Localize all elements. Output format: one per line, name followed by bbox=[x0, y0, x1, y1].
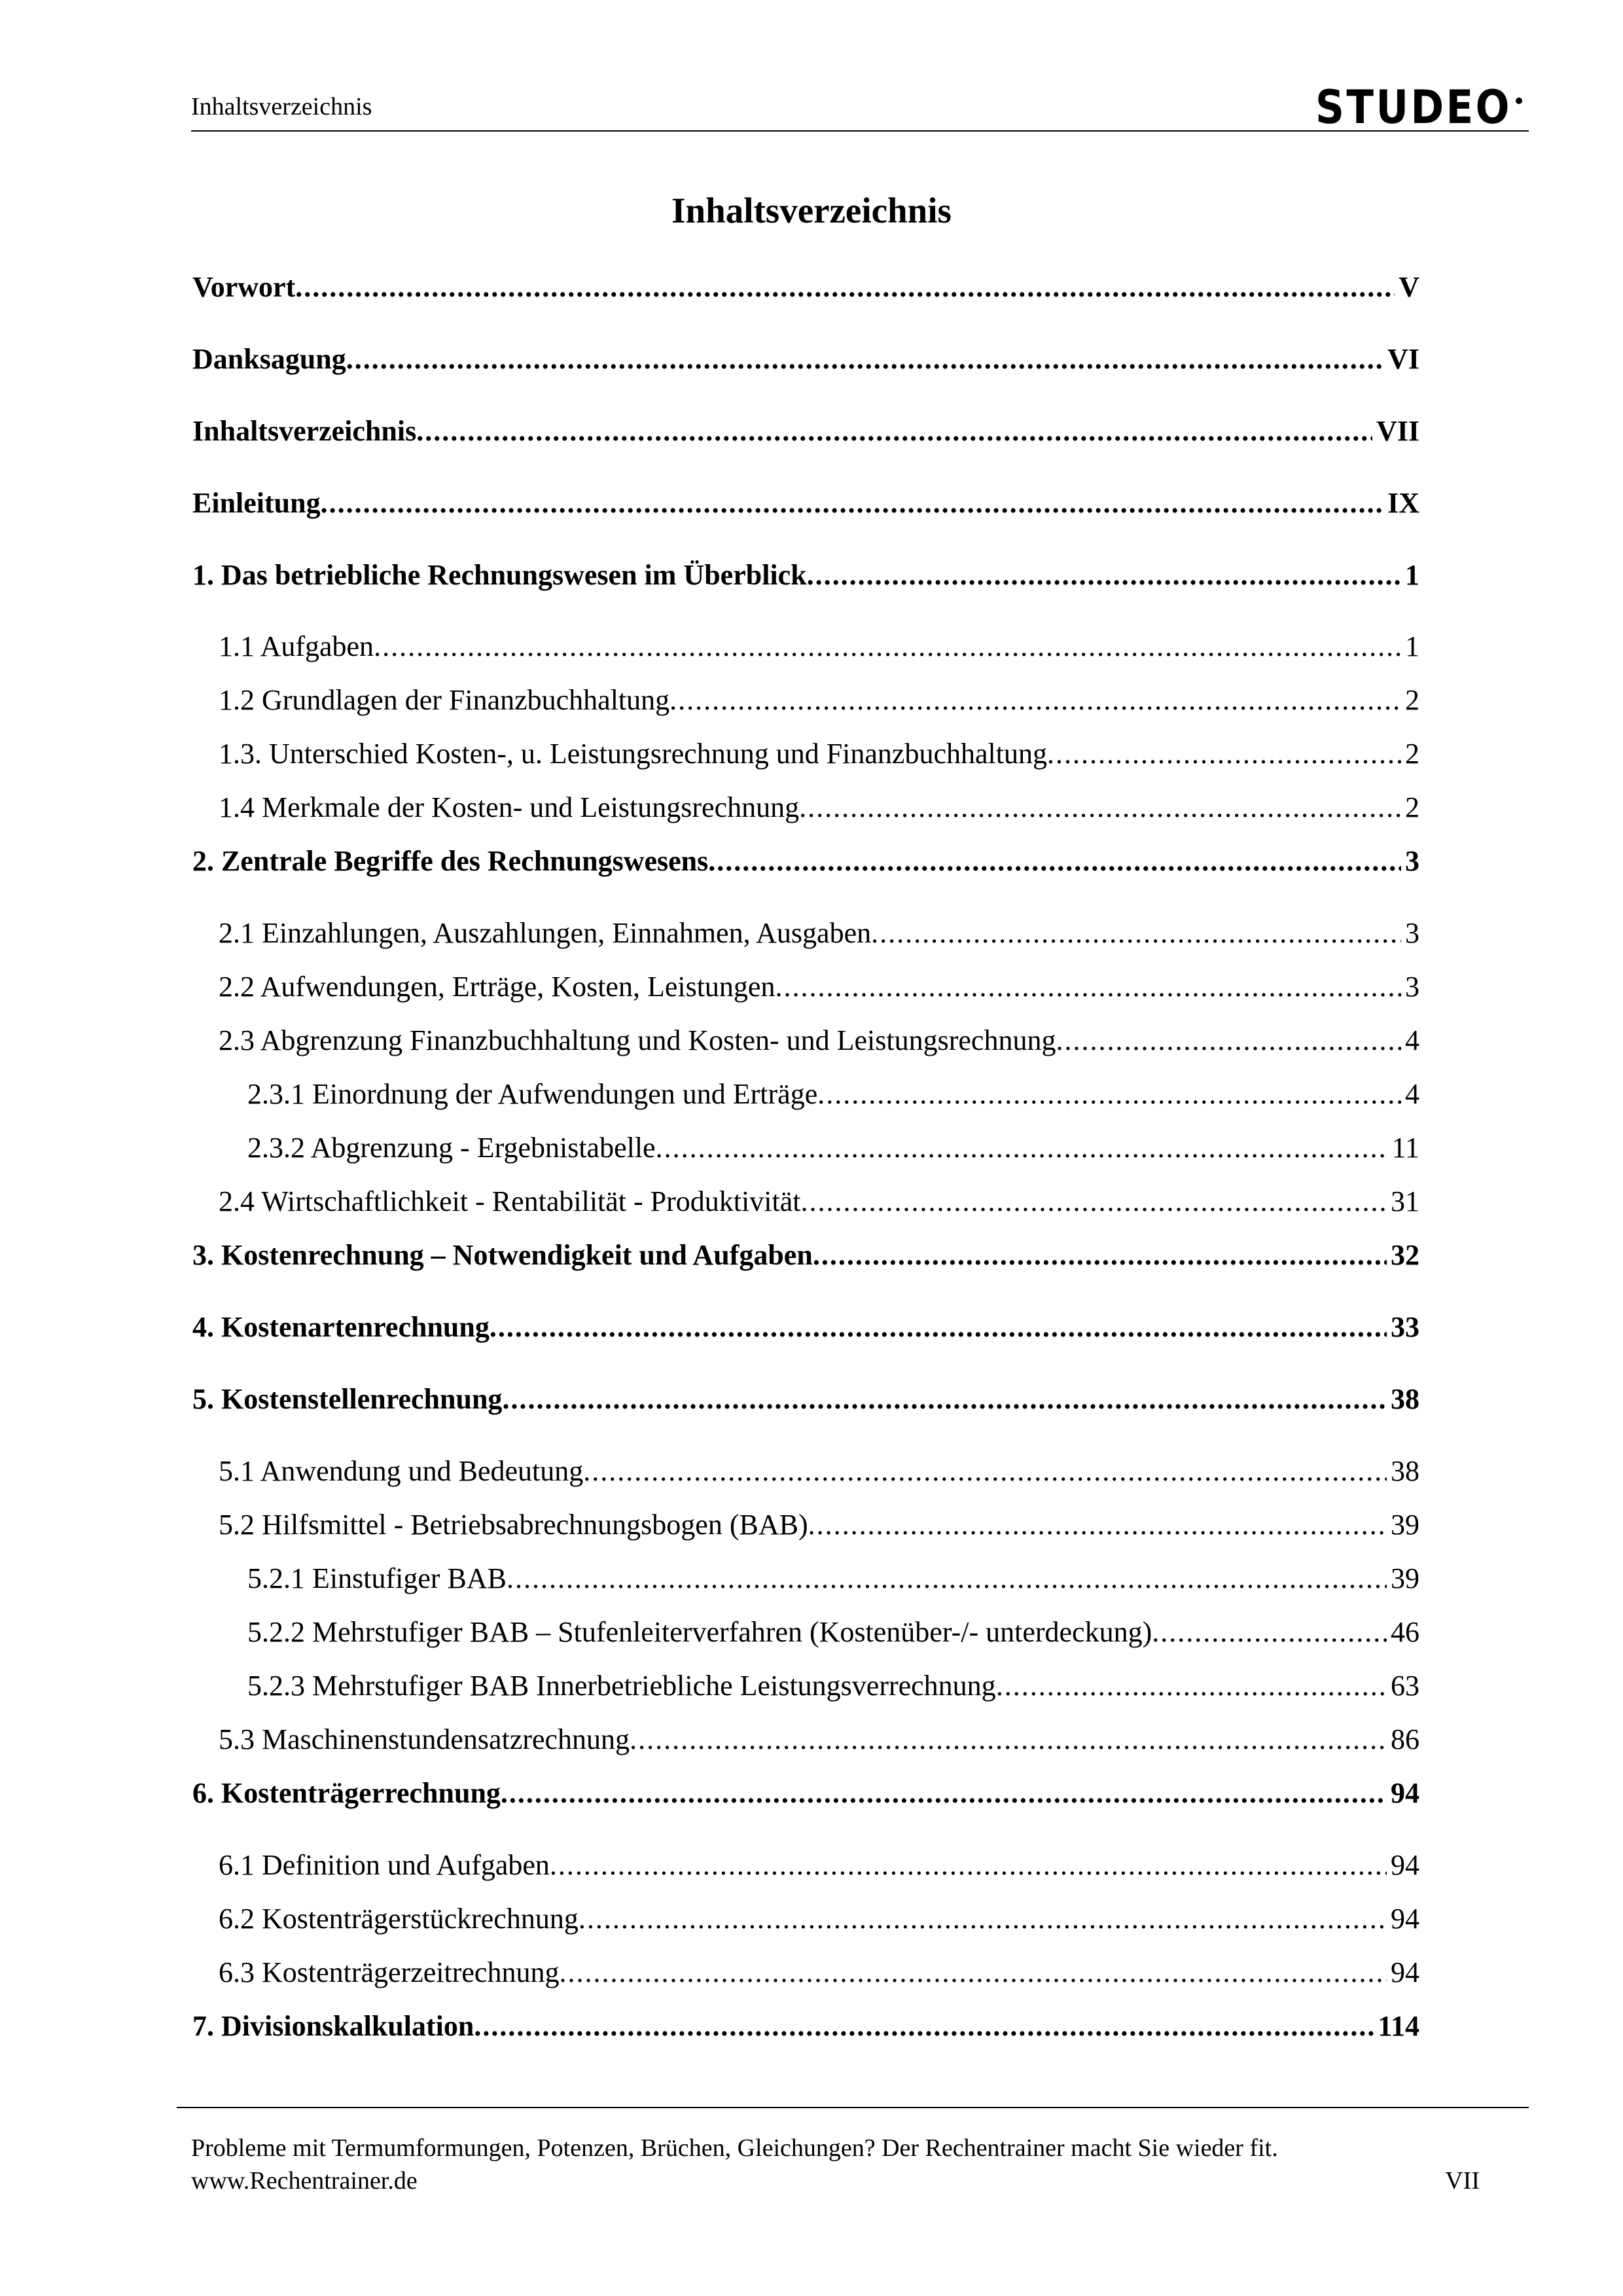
toc-dot-leader bbox=[507, 1560, 1387, 1597]
toc-entry-title: 2.3.1 Einordnung der Aufwendungen und Erträge bbox=[247, 1078, 818, 1110]
toc-entry-title: 4. Kostenartenrechnung bbox=[192, 1311, 490, 1343]
toc-dot-leader bbox=[656, 1130, 1388, 1166]
toc-entry-title: 5.2.2 Mehrstufiger BAB – Stufenleiterverfahren (Kostenüber-/- unterdeckung) bbox=[247, 1616, 1152, 1648]
toc-entry-title: 2. Zentrale Begriffe des Rechnungswesens bbox=[192, 845, 709, 877]
toc-entry-title: Inhaltsverzeichnis bbox=[192, 415, 417, 447]
toc-chapter-entry[interactable] bbox=[192, 341, 1419, 378]
toc-section-entry[interactable] bbox=[219, 682, 1419, 719]
toc-section-entry[interactable] bbox=[219, 736, 1419, 772]
toc-entry-title: 3. Kostenrechnung – Notwendigkeit und Aufgaben bbox=[192, 1239, 813, 1271]
toc-subsection-entry[interactable] bbox=[247, 1668, 1419, 1704]
toc-entry-title: 1. Das betriebliche Rechnungswesen im Überblick bbox=[192, 559, 807, 591]
toc-section-entry[interactable] bbox=[219, 1847, 1419, 1884]
toc-entry-page-number: 63 bbox=[1391, 1670, 1419, 1702]
toc-dot-leader bbox=[490, 1309, 1387, 1346]
toc-dot-leader bbox=[583, 1453, 1387, 1490]
toc-chapter-entry[interactable] bbox=[192, 1775, 1419, 1812]
toc-entry-page-number: 33 bbox=[1391, 1311, 1419, 1343]
toc-entry-title: 6.3 Kostenträgerzeitrechnung bbox=[219, 1956, 560, 1988]
toc-subsection-entry[interactable] bbox=[247, 1076, 1419, 1113]
toc-section-entry[interactable] bbox=[219, 1453, 1419, 1490]
toc-chapter-entry[interactable] bbox=[192, 1309, 1419, 1346]
toc-chapter-entry[interactable] bbox=[192, 843, 1419, 880]
toc-section-entry[interactable] bbox=[219, 915, 1419, 952]
toc-entry-page-number: 86 bbox=[1391, 1723, 1419, 1755]
toc-entry-page-number: 39 bbox=[1391, 1509, 1419, 1541]
header-rule bbox=[191, 130, 1529, 132]
footer-rule bbox=[177, 2107, 1529, 2108]
footer-website-link[interactable]: www.Rechentrainer.de bbox=[191, 2167, 418, 2195]
toc-dot-leader bbox=[321, 485, 1383, 522]
studeo-logo bbox=[1315, 82, 1531, 131]
toc-entry-page-number: 39 bbox=[1391, 1562, 1419, 1594]
toc-section-entry[interactable] bbox=[219, 1901, 1419, 1937]
toc-entry-title: 6.1 Definition und Aufgaben bbox=[219, 1849, 550, 1881]
toc-dot-leader bbox=[1056, 1022, 1401, 1059]
toc-entry-page-number: 114 bbox=[1378, 2010, 1419, 2042]
toc-subsection-entry[interactable] bbox=[247, 1614, 1419, 1651]
toc-entry-title: 1.3. Unterschied Kosten-, u. Leistungsrechnung und Finanzbuchhaltung bbox=[219, 738, 1047, 770]
toc-entry-title: 5. Kostenstellenrechnung bbox=[192, 1383, 503, 1415]
toc-chapter-entry[interactable] bbox=[192, 269, 1419, 306]
toc-entry-page-number: 94 bbox=[1391, 1956, 1419, 1988]
toc-entry-title: 2.1 Einzahlungen, Auszahlungen, Einnahmen, Ausgaben bbox=[219, 917, 872, 949]
footer-page-number: VII bbox=[1445, 2167, 1480, 2195]
toc-entry-page-number: 1 bbox=[1405, 559, 1419, 591]
toc-entry-page-number: IX bbox=[1387, 487, 1419, 519]
toc-entry-page-number: 94 bbox=[1391, 1777, 1419, 1809]
toc-dot-leader bbox=[295, 269, 1395, 306]
toc-dot-leader bbox=[474, 2008, 1374, 2045]
toc-dot-leader bbox=[550, 1847, 1387, 1884]
toc-chapter-entry[interactable] bbox=[192, 485, 1419, 522]
toc-chapter-entry[interactable] bbox=[192, 1237, 1419, 1274]
toc-section-entry[interactable] bbox=[219, 789, 1419, 826]
toc-entry-title: 5.2 Hilfsmittel - Betriebsabrechnungsbogen (BAB) bbox=[219, 1509, 808, 1541]
toc-entry-page-number: 38 bbox=[1391, 1383, 1419, 1415]
toc-dot-leader bbox=[1047, 736, 1401, 772]
toc-entry-page-number: 46 bbox=[1391, 1616, 1419, 1648]
toc-entry-title: 1.2 Grundlagen der Finanzbuchhaltung bbox=[219, 684, 670, 716]
toc-entry-title: 2.4 Wirtschaftlichkeit - Rentabilität - Produktivität bbox=[219, 1185, 801, 1217]
toc-entry-page-number: 2 bbox=[1405, 738, 1419, 770]
toc-entry-title: 6.2 Kostenträgerstückrechnung bbox=[219, 1903, 579, 1935]
toc-entry-title: Einleitung bbox=[192, 487, 321, 519]
toc-entry-page-number: 32 bbox=[1391, 1239, 1419, 1271]
toc-section-entry[interactable] bbox=[219, 1183, 1419, 1220]
toc-dot-leader bbox=[775, 969, 1401, 1005]
toc-entry-page-number: 94 bbox=[1391, 1849, 1419, 1881]
toc-entry-page-number: 2 bbox=[1405, 791, 1419, 823]
toc-dot-leader bbox=[807, 557, 1401, 594]
toc-dot-leader bbox=[501, 1775, 1387, 1812]
toc-dot-leader bbox=[817, 1076, 1401, 1113]
toc-entry-title: Danksagung bbox=[192, 343, 346, 375]
toc-entry-title: 5.1 Anwendung und Bedeutung bbox=[219, 1455, 584, 1487]
toc-dot-leader bbox=[416, 413, 1372, 450]
toc-entry-page-number: 31 bbox=[1391, 1185, 1419, 1217]
toc-entry-page-number: VI bbox=[1387, 343, 1419, 375]
toc-entry-title: Vorwort bbox=[192, 271, 296, 303]
toc-section-entry[interactable] bbox=[219, 628, 1419, 665]
toc-section-entry[interactable] bbox=[219, 1721, 1419, 1758]
toc-entry-title: 2.3.2 Abgrenzung - Ergebnistabelle bbox=[247, 1132, 656, 1164]
footer-promo-text: Probleme mit Termumformungen, Potenzen, Brüchen, Gleichungen? Der Rechentrainer macht Sie wieder fit. bbox=[191, 2134, 1278, 2162]
toc-dot-leader bbox=[808, 1507, 1387, 1543]
toc-entry-page-number: VII bbox=[1376, 415, 1419, 447]
toc-entry-title: 2.3 Abgrenzung Finanzbuchhaltung und Kosten- und Leistungsrechnung bbox=[219, 1024, 1056, 1056]
toc-dot-leader bbox=[1152, 1614, 1387, 1651]
toc-section-entry[interactable] bbox=[219, 1507, 1419, 1543]
toc-entry-page-number: 38 bbox=[1391, 1455, 1419, 1487]
toc-dot-leader bbox=[502, 1381, 1387, 1418]
toc-subsection-entry[interactable] bbox=[247, 1130, 1419, 1166]
toc-chapter-entry[interactable] bbox=[192, 413, 1419, 450]
toc-chapter-entry[interactable] bbox=[192, 1381, 1419, 1418]
toc-section-entry[interactable] bbox=[219, 1022, 1419, 1059]
toc-entry-title: 7. Divisionskalkulation bbox=[192, 2010, 474, 2042]
toc-entry-page-number: 94 bbox=[1391, 1903, 1419, 1935]
toc-dot-leader bbox=[669, 682, 1401, 719]
toc-dot-leader bbox=[630, 1721, 1387, 1758]
toc-entry-title: 5.2.3 Mehrstufiger BAB Innerbetriebliche Leistungsverrechnung bbox=[247, 1670, 996, 1702]
toc-dot-leader bbox=[813, 1237, 1387, 1274]
toc-dot-leader bbox=[559, 1954, 1387, 1991]
toc-entry-page-number: 3 bbox=[1405, 917, 1419, 949]
toc-entry-page-number: 2 bbox=[1405, 684, 1419, 716]
page-title: Inhaltsverzeichnis bbox=[671, 190, 952, 230]
toc-entry-title: 2.2 Aufwendungen, Erträge, Kosten, Leistungen bbox=[219, 971, 776, 1003]
toc-chapter-entry[interactable] bbox=[192, 2008, 1419, 2045]
toc-dot-leader bbox=[871, 915, 1401, 952]
toc-dot-leader bbox=[996, 1668, 1387, 1704]
toc-section-entry[interactable] bbox=[219, 1954, 1419, 1991]
toc-entry-page-number: 3 bbox=[1405, 845, 1419, 877]
running-header-title: Inhaltsverzeichnis bbox=[191, 93, 372, 120]
toc-dot-leader bbox=[374, 628, 1401, 665]
toc-subsection-entry[interactable] bbox=[247, 1560, 1419, 1597]
toc-chapter-entry[interactable] bbox=[192, 557, 1419, 594]
toc-entry-page-number: 3 bbox=[1405, 971, 1419, 1003]
toc-entry-page-number: 1 bbox=[1405, 630, 1419, 662]
toc-entry-title: 5.3 Maschinenstundensatzrechnung bbox=[219, 1723, 630, 1755]
toc-section-entry[interactable] bbox=[219, 969, 1419, 1005]
toc-entry-title: 6. Kostenträgerrechnung bbox=[192, 1777, 501, 1809]
toc-entry-page-number: 4 bbox=[1405, 1078, 1419, 1110]
toc-entry-page-number: 11 bbox=[1391, 1132, 1419, 1164]
toc-dot-leader bbox=[799, 789, 1401, 826]
toc-dot-leader bbox=[579, 1901, 1387, 1937]
toc-entry-title: 5.2.1 Einstufiger BAB bbox=[247, 1562, 507, 1594]
toc-entry-title: 1.4 Merkmale der Kosten- und Leistungsrechnung bbox=[219, 791, 800, 823]
toc-entry-page-number: V bbox=[1399, 271, 1419, 303]
toc-entry-page-number: 4 bbox=[1405, 1024, 1419, 1056]
toc-dot-leader bbox=[346, 341, 1383, 378]
toc-dot-leader bbox=[800, 1183, 1387, 1220]
svg-text:STUDEO: STUDEO bbox=[1315, 82, 1512, 131]
toc-dot-leader bbox=[708, 843, 1401, 880]
toc-entry-title: 1.1 Aufgaben bbox=[219, 630, 374, 662]
